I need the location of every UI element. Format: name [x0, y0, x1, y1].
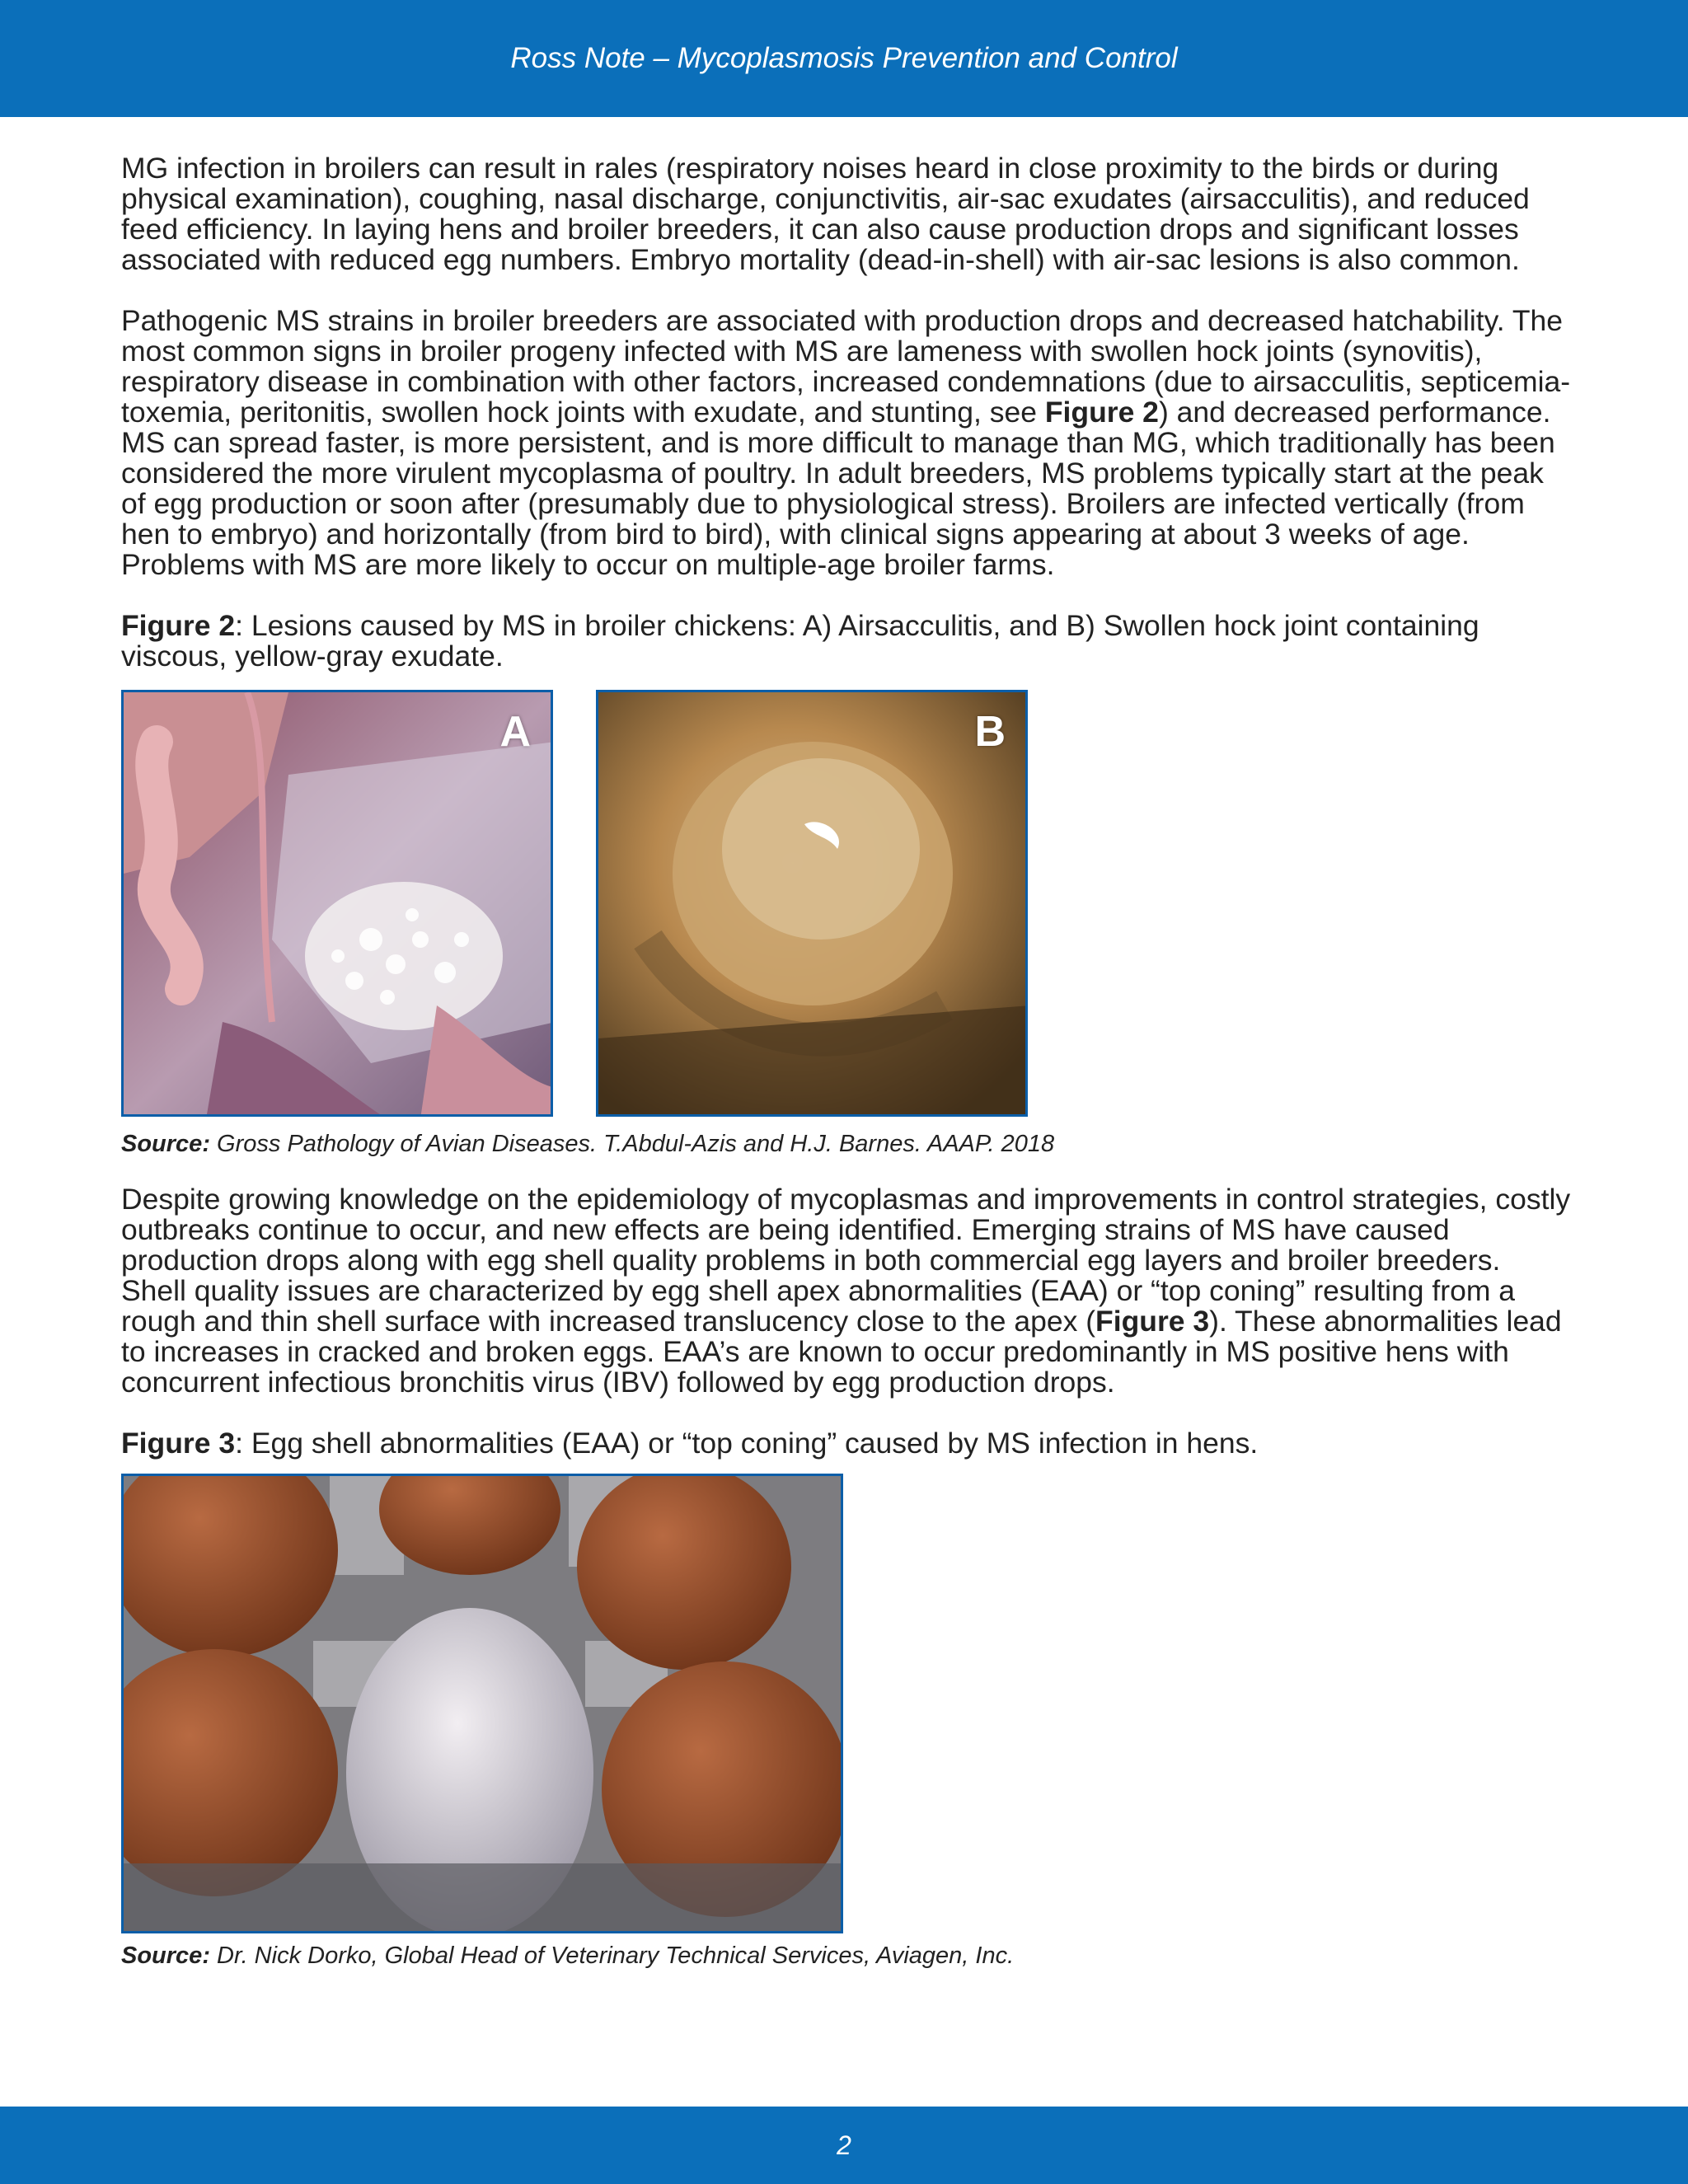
figure-3-caption [121, 1428, 1572, 1459]
figure-3-caption-text: : Egg shell abnormalities (EAA) or “top coning” caused by MS infection in hens. [235, 1427, 1259, 1460]
figure-2-source-text: Gross Pathology of Avian Diseases. T.Abdul-Azis and H.J. Barnes. AAAP. 2018 [209, 1131, 1055, 1157]
figure-3-photo [121, 1474, 843, 1933]
figure-2-label: Figure 2 [121, 609, 236, 642]
figure-2-caption [121, 611, 1572, 672]
paragraph-ms-strains-text-2: ) and decreased performance. MS can spread faster, is more persistent, and is more difficult to manage than MG, which traditionally has been considered the more virulent mycoplasma of poultry. In adult breeders, MS problems typically start at the peak of egg production or soon after (presumably due to physiological stress). Broilers are infected vertically (from hen to embryo) and horizontally (from bird to bird), with clinical signs appearing at about 3 weeks of age. Problems with MS are more likely to occur on multiple-age broiler farms. [121, 396, 1555, 581]
figure-2-caption-text: : Lesions caused by MS in broiler chickens: A) Airsacculitis, and B) Swollen hock joint containing viscous, yellow-gray exudate. [121, 609, 1479, 673]
paragraph-outbreaks-text-2: ). These abnormalities lead to increases in cracked and broken eggs. EAA’s are known to occur predominantly in MS positive hens with concurrent infectious bronchitis virus (IBV) followed by egg production drops. [121, 1305, 1562, 1399]
figure-3-source-label: Source: [121, 1943, 210, 1969]
header-title: Ross Note – Mycoplasmosis Prevention and Control [510, 42, 1178, 74]
page-content [121, 153, 1572, 1970]
figure-2-source-label: Source: [121, 1131, 210, 1157]
figure-3-source-text: Dr. Nick Dorko, Global Head of Veterinary Technical Services, Aviagen, Inc. [209, 1943, 1015, 1969]
page-number: 2 [837, 2130, 851, 2160]
figure-2-source [121, 1130, 1572, 1158]
figure-2-photo-b [596, 690, 1028, 1117]
page-header [0, 0, 1688, 117]
eggs-image [124, 1476, 843, 1933]
figure-2-reference: Figure 2 [1044, 396, 1159, 429]
photo-a-letter: A [499, 708, 531, 756]
figure-3-source [121, 1942, 1572, 1970]
paragraph-mg-infection: MG infection in broilers can result in rales (respiratory noises heard in close proximity to the birds or during physical examination), coughing, nasal discharge, conjunctivitis, air-sac exudates (airsacculitis), and reduced feed efficiency. In laying hens and broiler breeders, it can also cause production drops and significant losses associated with reduced egg numbers. Embryo mortality (dead-in-shell) with air-sac lesions is also common. [121, 152, 1530, 276]
paragraph-outbreaks [121, 1184, 1572, 1398]
paragraph-outbreaks-text-1: Despite growing knowledge on the epidemiology of mycoplasmas and improvements in control strategies, costly outbreaks continue to occur, and new effects are being identified. Emerging strains of MS have caused production drops along with egg shell quality problems in both commercial egg layers and broiler breeders. Shell quality issues are characterized by egg shell apex abnormalities (EAA) or “top coning” resulting from a rough and thin shell surface with increased translucency close to the apex ( [121, 1183, 1571, 1338]
swollen-hock-joint-image [598, 692, 1028, 1117]
figure-3-images [121, 1474, 1572, 1933]
photo-b-letter: B [974, 708, 1006, 756]
figure-2-photo-a [121, 690, 553, 1117]
figure-3-label: Figure 3 [121, 1427, 236, 1460]
page-footer [0, 2107, 1688, 2184]
airsacculitis-image [124, 692, 553, 1117]
figure-3-reference: Figure 3 [1095, 1305, 1210, 1338]
paragraph-ms-strains-text-1: Pathogenic MS strains in broiler breeders are associated with production drops and decreased hatchability. The most common signs in broiler progeny infected with MS are lameness with swollen hock joints (synovitis), respiratory disease in combination with other factors, increased condemnations (due to airsacculitis, septicemia-toxemia, peritonitis, swollen hock joints with exudate, and stunting, see [121, 304, 1571, 429]
figure-2-images [121, 690, 1572, 1118]
paragraph-ms-strains [121, 306, 1572, 580]
